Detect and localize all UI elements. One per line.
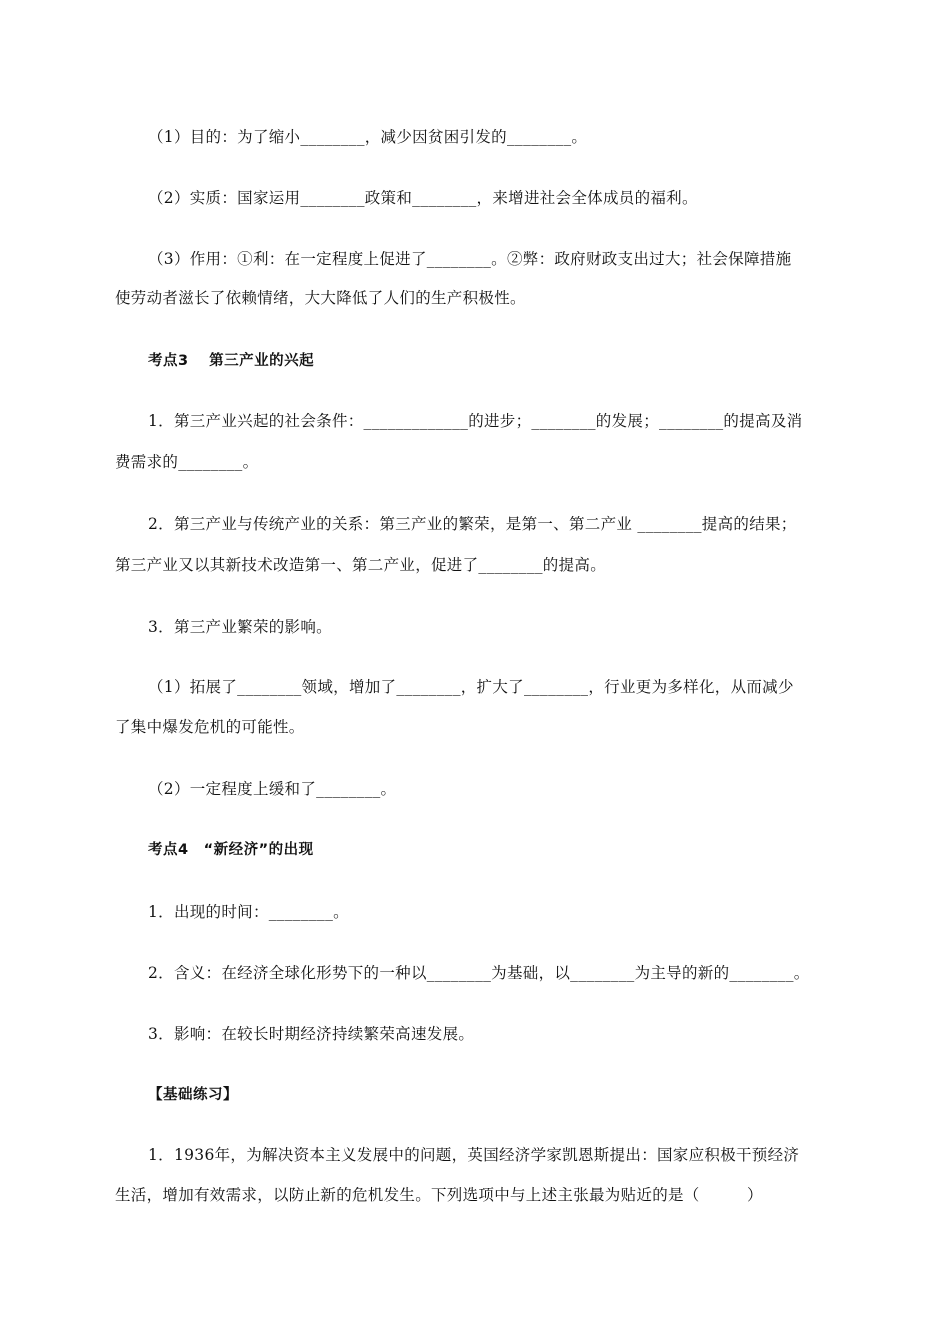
tertiary-impact-line: 3．第三产业繁荣的影响。 — [148, 618, 332, 636]
impact-item-1-line-1: （1）拓展了________领域，增加了________，扩大了________，行业更为多样化，从而减少 — [148, 678, 794, 696]
section-heading-4: 考点4 “新经济”的出现 — [148, 842, 314, 858]
tertiary-relation-line-2: 第三产业又以其新技术改造第一、第二产业，促进了________的提高。 — [115, 556, 607, 574]
question-1-line-2: 生活，增加有效需求，以防止新的危机发生。下列选项中与上述主张最为贴近的是（ ） — [115, 1186, 763, 1204]
tertiary-conditions-line-1: 1．第三产业兴起的社会条件：_____________的进步；________的发展；________的提高及消 — [148, 412, 803, 430]
new-economy-meaning-line: 2．含义：在经济全球化形势下的一种以________为基础，以________为主导的新的________。 — [148, 964, 810, 982]
purpose-line: （1）目的：为了缩小________，减少因贫困引发的________。 — [148, 128, 588, 146]
essence-line: （2）实质：国家运用________政策和________，来增进社会全体成员的福利。 — [148, 189, 698, 207]
new-economy-time-line: 1．出现的时间：________。 — [148, 903, 349, 921]
tertiary-conditions-line-2: 费需求的________。 — [115, 453, 259, 471]
tertiary-relation-line-1: 2．第三产业与传统产业的关系：第三产业的繁荣，是第一、第二产业 ________提高的结果； — [148, 515, 797, 533]
impact-item-1-line-2: 了集中爆发危机的可能性。 — [115, 718, 305, 736]
impact-item-2-line: （2）一定程度上缓和了________。 — [148, 780, 397, 798]
basic-practice-heading: 【基础练习】 — [148, 1087, 238, 1103]
section-heading-3: 考点3 第三产业的兴起 — [148, 353, 315, 369]
effect-line-2: 使劳动者滋长了依赖情绪，大大降低了人们的生产积极性。 — [115, 289, 526, 307]
effect-line-1: （3）作用：①利：在一定程度上促进了________。②弊：政府财政支出过大；社会保障措施 — [148, 250, 792, 268]
question-1-line-1: 1．1936年，为解决资本主义发展中的问题，英国经济学家凯恩斯提出：国家应积极干预经济 — [148, 1146, 800, 1164]
new-economy-impact-line: 3．影响：在较长时期经济持续繁荣高速发展。 — [148, 1025, 475, 1043]
